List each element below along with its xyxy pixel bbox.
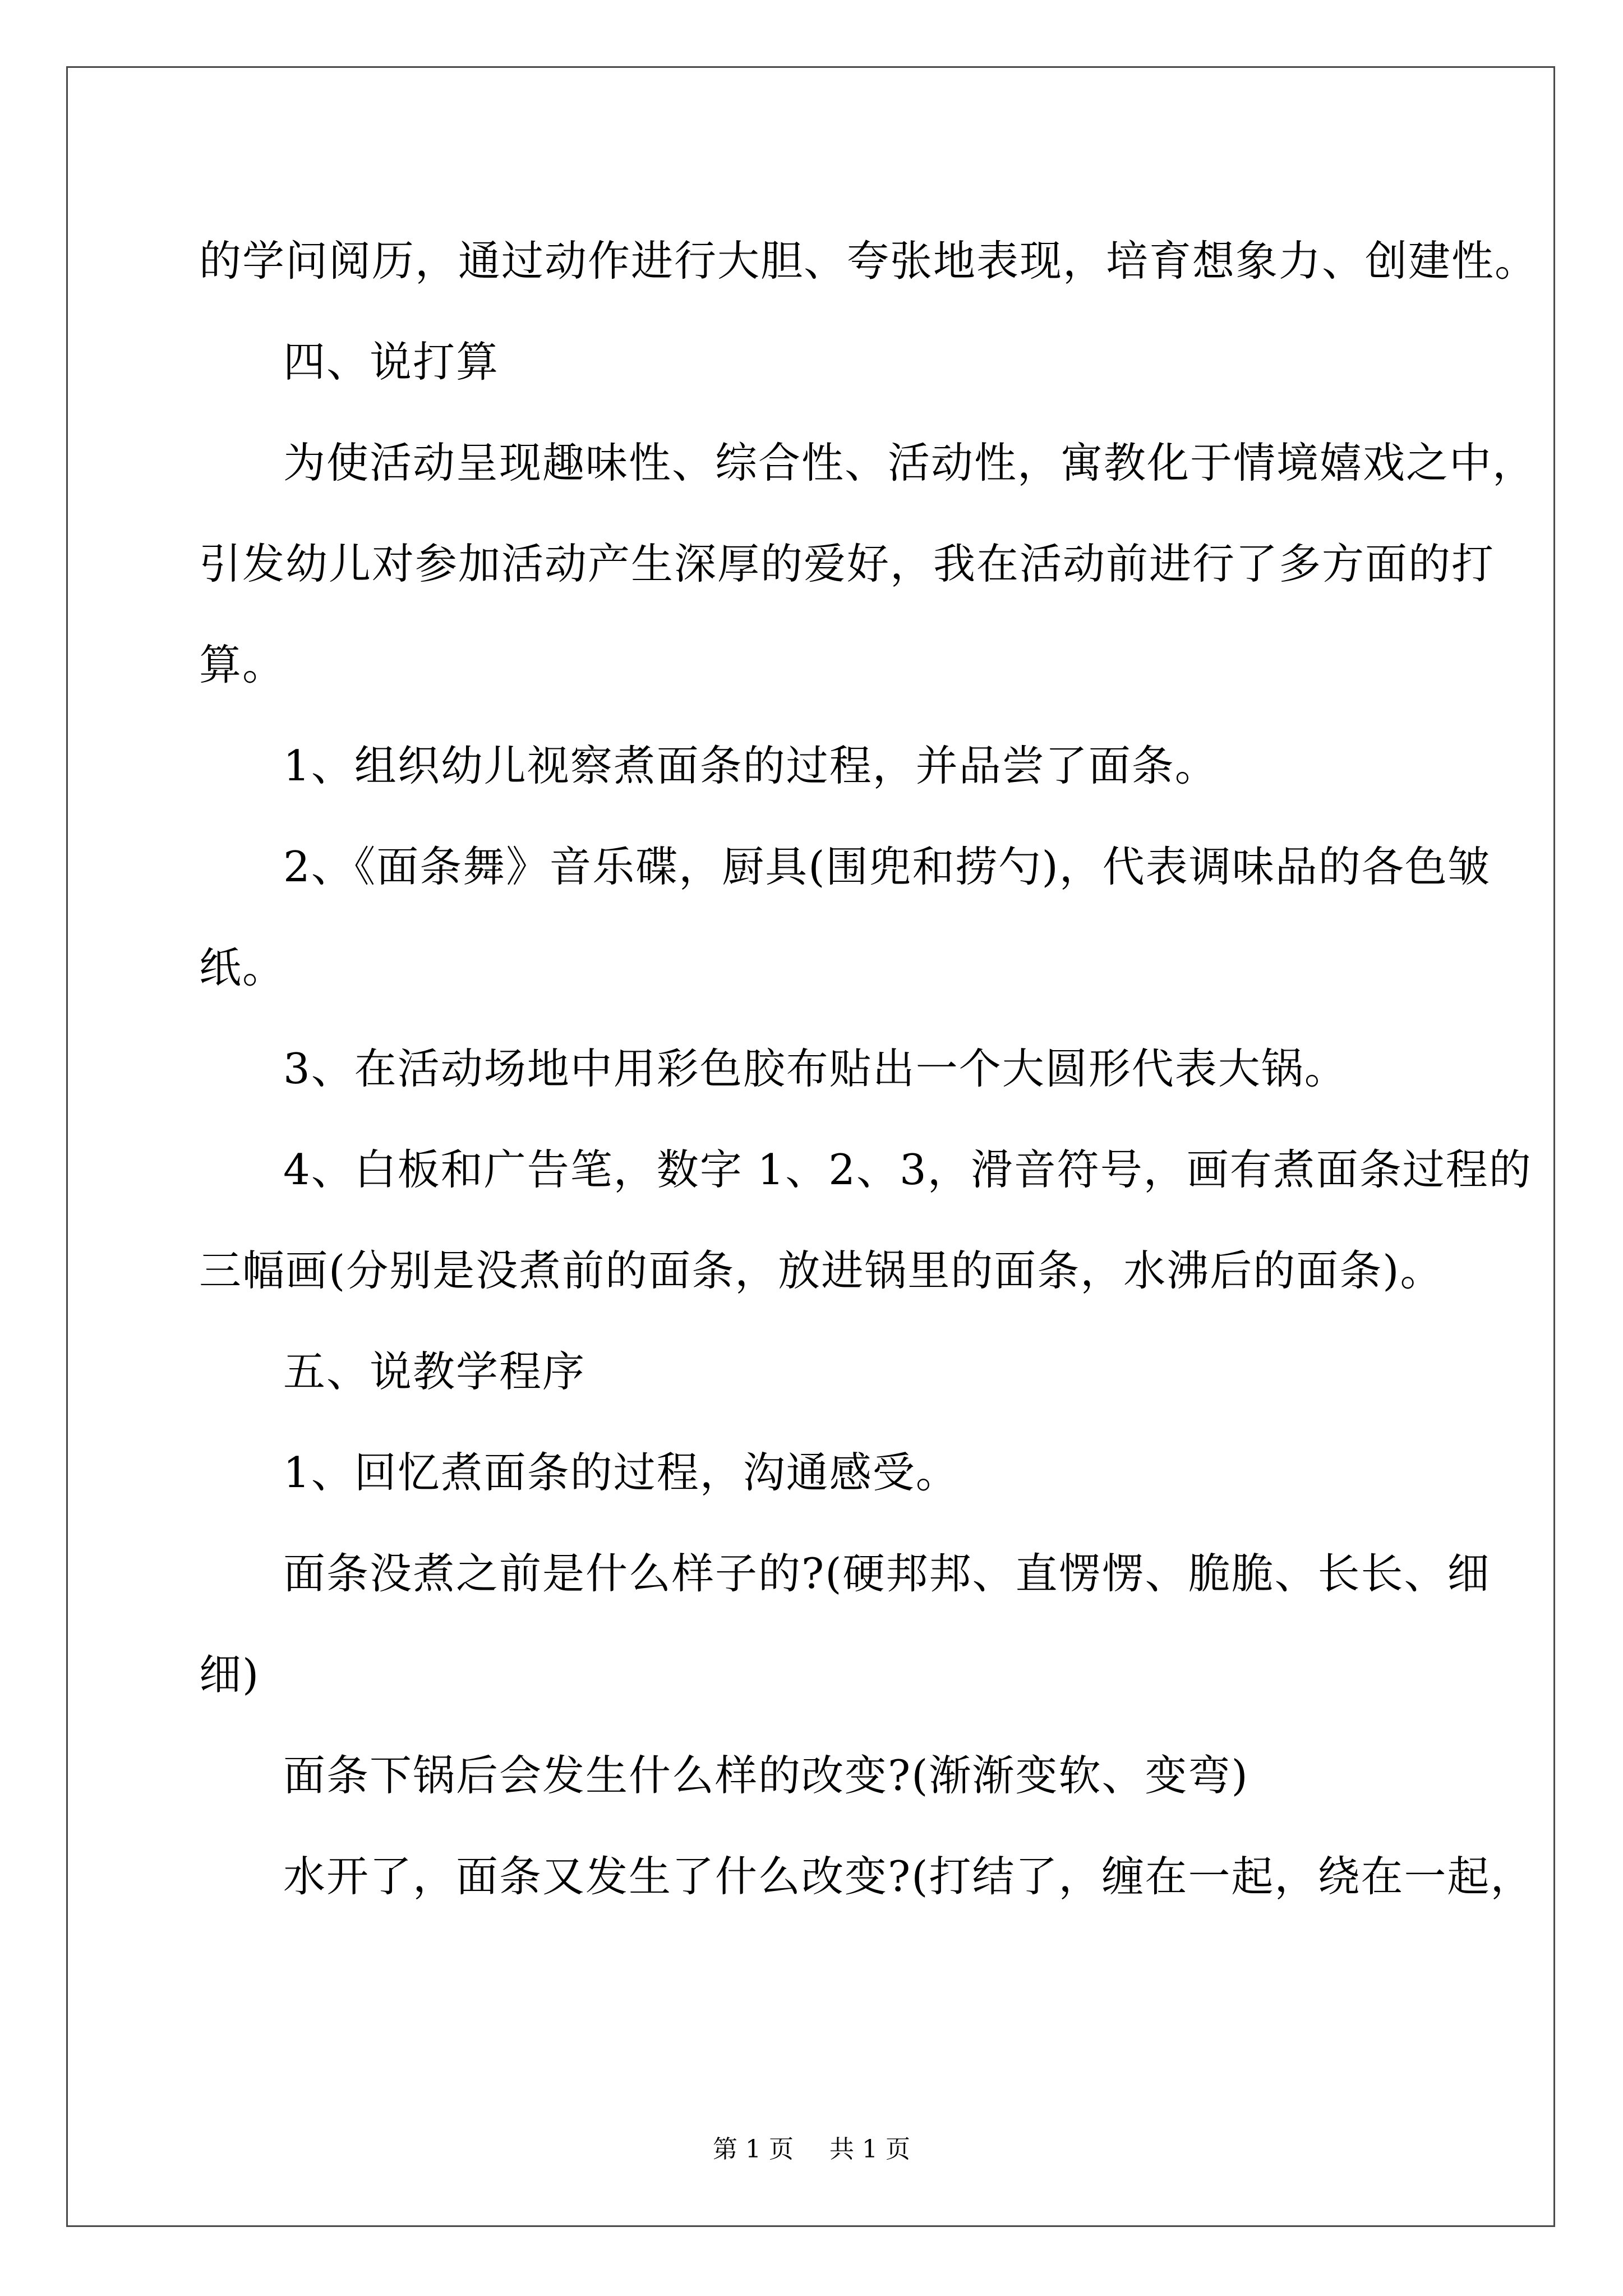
text-line: 细) [199, 1650, 260, 1699]
list-item: 1、组织幼儿视察煮面条的过程，并品尝了面条。 [283, 741, 1218, 790]
page-number: 第 1 页 [713, 2135, 794, 2164]
list-item: 1、回忆煮面条的过程，沟通感受。 [283, 1448, 959, 1497]
section-heading: 四、说打算 [283, 337, 500, 386]
text-line: 的学问阅历，通过动作进行大胆、夸张地表现，培育想象力、创建性。 [199, 236, 1538, 286]
text-line: 算。 [199, 640, 286, 689]
text-line: 水开了，面条又发生了什么改变?(打结了，缠在一起，绕在一起， [283, 1852, 1534, 1901]
text-line: 引发幼儿对参加活动产生深厚的爱好，我在活动前进行了多方面的打 [199, 539, 1495, 588]
list-item: 4、白板和广告笔，数字 1、2、3，滑音符号，画有煮面条过程的 [283, 1145, 1532, 1194]
text-line: 三幅画(分别是没煮前的面条，放进锅里的面条，水沸后的面条)。 [199, 1246, 1444, 1295]
page-footer [0, 2129, 1623, 2165]
list-item: 3、在活动场地中用彩色胶布贴出一个大圆形代表大锅。 [283, 1044, 1348, 1093]
text-line: 面条没煮之前是什么样子的?(硬邦邦、直愣愣、脆脆、长长、细 [283, 1549, 1491, 1598]
list-item: 2、《面条舞》音乐碟，厨具(围兜和捞勺)，代表调味品的各色皱 [283, 842, 1491, 891]
section-heading: 五、说教学程序 [283, 1347, 586, 1396]
page-total: 共 1 页 [829, 2135, 910, 2164]
text-line: 纸。 [199, 943, 286, 992]
text-line: 面条下锅后会发生什么样的改变?(渐渐变软、变弯) [283, 1751, 1249, 1800]
text-line: 为使活动呈现趣味性、综合性、活动性，寓教化于情境嬉戏之中， [283, 438, 1536, 487]
document-body [199, 210, 1538, 1927]
